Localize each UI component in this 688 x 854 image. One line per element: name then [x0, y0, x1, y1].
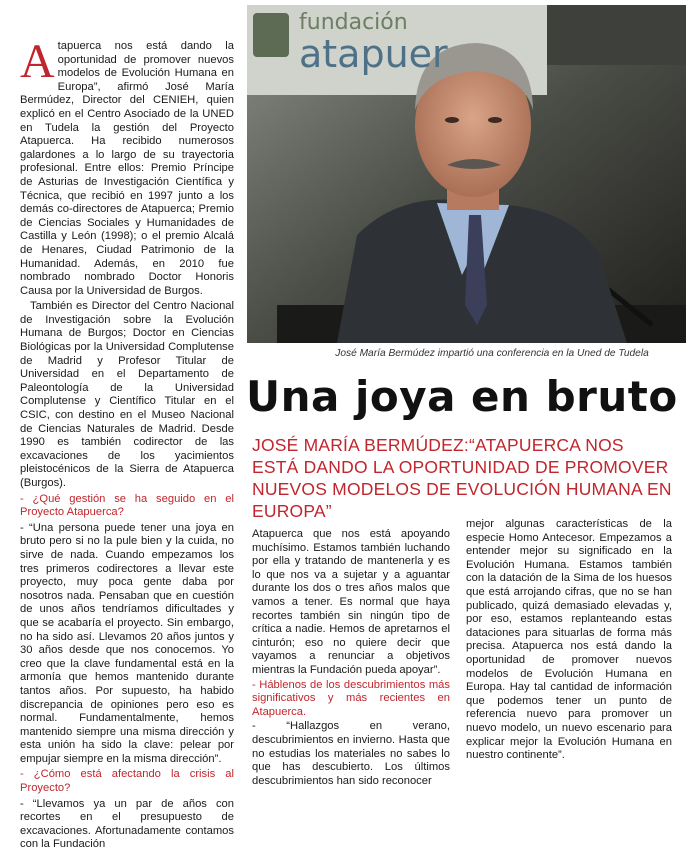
speaker-photo	[247, 5, 686, 343]
middle-paragraph-1: Atapuerca que nos está apoyando muchísimo. Estamos también luchando por ella y tratando de mantenerla y es lo que nos va a sujetar y a aguantar durante los dos o tres años malos que vamos a tener. Es normal que haya recortes también sin ningún tipo de crítica a nadie. Hemos de apretarnos el cinturón; eso no quiere decir que vayamos a renunciar a objetivos mientras la Fundación pueda apoyar”.	[252, 528, 450, 676]
question-2: - ¿Cómo está afectando la crisis al Proyecto?	[20, 768, 234, 795]
right-column	[466, 518, 672, 764]
left-column	[20, 35, 234, 854]
intro-paragraph	[20, 35, 234, 298]
drop-cap: A	[20, 35, 55, 88]
question-1: - ¿Qué gestión se ha seguido en el Proyecto Atapuerca?	[20, 492, 234, 519]
answer-3: - “Hallazgos en verano, descubrimientos en invierno. Hasta que no estudias los materiales no sabes lo que has descubierto. Los últimos descubrimientos han sido reconocer	[252, 720, 450, 787]
middle-column	[252, 528, 450, 789]
article-subtitle: JOSÉ MARÍA BERMÚDEZ:“ATAPUERCA NOS ESTÁ DANDO LA OPORTUNIDAD DE PROMOVER NUEVOS MODELOS DE EVOLUCIÓN HUMANA EN EUROPA”	[252, 435, 672, 521]
answer-1: - “Una persona puede tener una joya en bruto pero si no la pule bien y la cuida, no sirve de nada. Cuando empezamos los tres primeros codirectores a llevar este proyecto, muy poca gente daba por nosotros nada. Pensaban que en cuestión de unos años tendríamos dificultades y que se acabaría el proyecto. Sin embargo, no ha sido así. Llevamos 20 años juntos y 30 años desde que nos conocemos. Yo creo que la clave fundamental está en la armonía que hemos mantenido durante tantos años. Por supuesto, ha habido discrepancia de opiniones pero eso es normal. Fundamentalmente, hemos mantenido siempre una misma dirección y esta unión ha sido la clave: pelear por empujar siempre en la misma dirección”.	[20, 521, 234, 765]
banner-line-2: atapuer	[299, 32, 448, 76]
intro-text: tapuerca nos está dando la oportunidad de promover nuevos modelos de Evolución Humana en Europa”, afirmó José María Bermúdez, Director del CENIEH, quien explicó en el Centro Asociado de la UNED en Tudela la gestión del Proyecto Atapuerca. Ha recibido numerosos galardones a lo largo de su trayectoria profesional. Entre ellos: Premio Príncipe de Asturias de Investigación Científica y Técnica, que recibió en 1997 junto a los demás co-directores de Atapuerca; Premio de Ciencias Sociales y Humanidades de Castilla y León (1998); o el premio Alcalá de Henares, Ciudad Patrimonio de la Humanidad. Además, en 2010 fue nombrado nombrado Doctor Honoris Causa por la Universidad de Burgos.	[20, 40, 234, 297]
banner-line-1: fundación	[299, 10, 408, 35]
answer-2: - “Llevamos ya un par de años con recortes en el presupuesto de excavaciones. Afortunadamente contamos con la Fundación	[20, 797, 234, 851]
question-3: - Háblenos de los descubrimientos más significativos y más recientes en Atapuerca.	[252, 678, 450, 718]
right-paragraph-1: mejor algunas características de la especie Homo Antecesor. Empezamos a entender mejor su significado en la Evolución Humana. Estamos también con la datación de la Sima de los huesos que está arrojando cifras, que no se han publicado, quizá demasiado elevadas y, por eso, estamos replanteando estas dataciones para situarlas de forma más precisa. Atapuerca nos está dando la oportunidad de promover nuevos modelos de Evolución Humana en Europa. Hay tal cantidad de información que podemos tener un punto de referencia nuevo para promover un nuevo modelo, un nuevo escenario para explicar mejor la Evolución Humana en nuestro continente”.	[466, 518, 672, 762]
banner-text	[299, 10, 448, 76]
photo-caption: José María Bermúdez impartió una conferencia en la Uned de Tudela	[335, 348, 649, 359]
article-title: Una joya en bruto	[246, 372, 678, 421]
bio-paragraph: También es Director del Centro Nacional de Investigación sobre la Evolución Humana de Burgos; Doctor en Ciencias Biológicas por la Universidad Complutense de Madrid y Profesor Titular de Universidad en el Departamento de Paleontología de la Universidad Complutense y Científico Titular en el CSIC, con destino en el Museo Nacional de Ciencias Naturales de Madrid. Desde 1990 es también codirector de las excavaciones de los yacimientos pleistocénicos de la Sierra de Atapuerca (Burgos).	[20, 300, 234, 489]
